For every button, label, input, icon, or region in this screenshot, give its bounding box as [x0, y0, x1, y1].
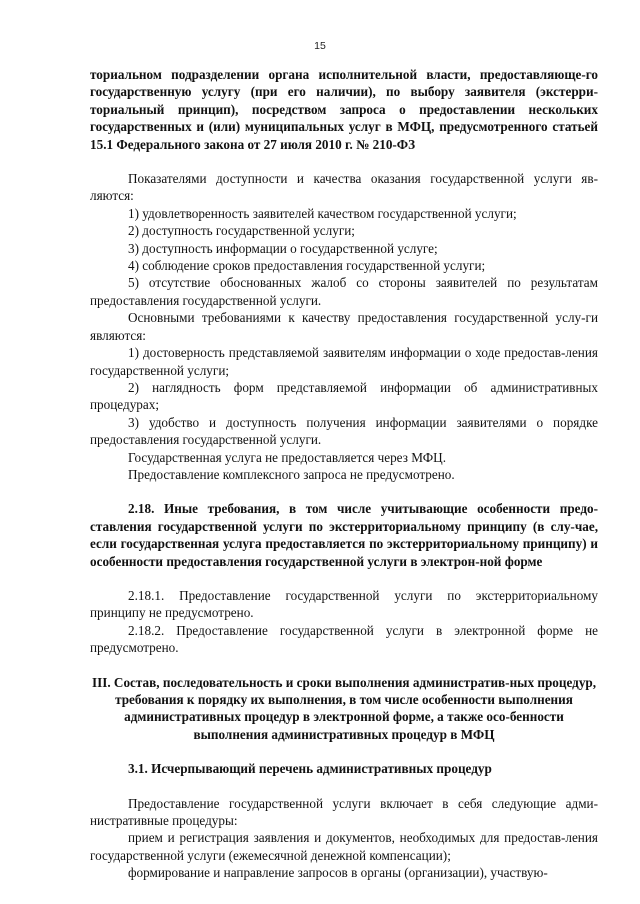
section-2-18-1: 2.18.1. Предоставление государственной услуги по экстерриториальному принципу не предусмотрено.	[90, 587, 598, 621]
section-2-18-heading: 2.18. Иные требования, в том числе учитывающие особенности предо-ставления государственной услуги по экстерриториальному принципу (в слу-чае, если государственная услуга предоставляется по экстерриториальному принципу) и особенности предоставления государственной услуги в электрон-ной форме	[90, 501, 598, 569]
requirements-lead: Основными требованиями к качеству предоставления государственной услу-ги являются:	[90, 310, 598, 343]
indicator-item: 2) доступность государственной услуги;	[128, 223, 355, 239]
requirement-item: 1) достоверность представляемой заявителям информации о ходе предостав-ления государственной услуги;	[90, 345, 598, 378]
indicator-item: 5) отсутствие обоснованных жалоб со стороны заявителей по результатам предоставления государственной услуги.	[90, 275, 598, 308]
procedure-item: формирование и направление запросов в органы (организации), участвую-	[128, 865, 548, 881]
intro-bold-paragraph: ториальном подразделении органа исполнительной власти, предоставляюще-го государственную услугу (при его наличии), по выбору заявителя (экстерри-ториальный принцип), посредством запроса о предоставлении нескольких государственных и (или) муниципальных услуг в МФЦ, предусмотренного статьей 15.1 Федерального закона от 27 июля 2010 г. № 210-ФЗ	[90, 67, 598, 152]
page-number: 15	[314, 40, 326, 52]
indicator-item: 4) соблюдение сроков предоставления государственной услуги;	[128, 258, 486, 274]
mfc-note: Государственная услуга не предоставляется через МФЦ.	[128, 449, 446, 465]
complex-request-note: Предоставление комплексного запроса не предусмотрено.	[128, 466, 455, 482]
indicator-item: 3) доступность информации о государственной услуге;	[128, 240, 438, 256]
indicators-lead: Показателями доступности и качества оказания государственной услуги яв-ляются:	[90, 171, 598, 204]
page-content	[90, 66, 598, 882]
section-2-18-2: 2.18.2. Предоставление государственной услуги в электронной форме не предусмотрено.	[90, 622, 598, 656]
section-3-1-lead: Предоставление государственной услуги включает в себя следующие адми-нистративные процедуры:	[90, 795, 598, 829]
requirement-item: 3) удобство и доступность получения информации заявителями о порядке предоставления государственной услуги.	[90, 414, 598, 448]
section-3-heading: III. Состав, последовательность и сроки выполнения административ-ных процедур, требования к порядку их выполнения, в том числе особенности выполнения административных процедур в электронной форме, а также осо-бенности выполнения административных процедур в МФЦ	[91, 674, 597, 742]
indicator-item: 1) удовлетворенность заявителей качеством государственной услуги;	[128, 205, 517, 221]
procedure-item: прием и регистрация заявления и документов, необходимых для предостав-ления государственной услуги (ежемесячной денежной компенсации);	[90, 830, 598, 863]
requirement-item: 2) наглядность форм представляемой информации об административных процедурах;	[90, 379, 598, 413]
section-3-1-heading: 3.1. Исчерпывающий перечень административных процедур	[128, 761, 492, 777]
